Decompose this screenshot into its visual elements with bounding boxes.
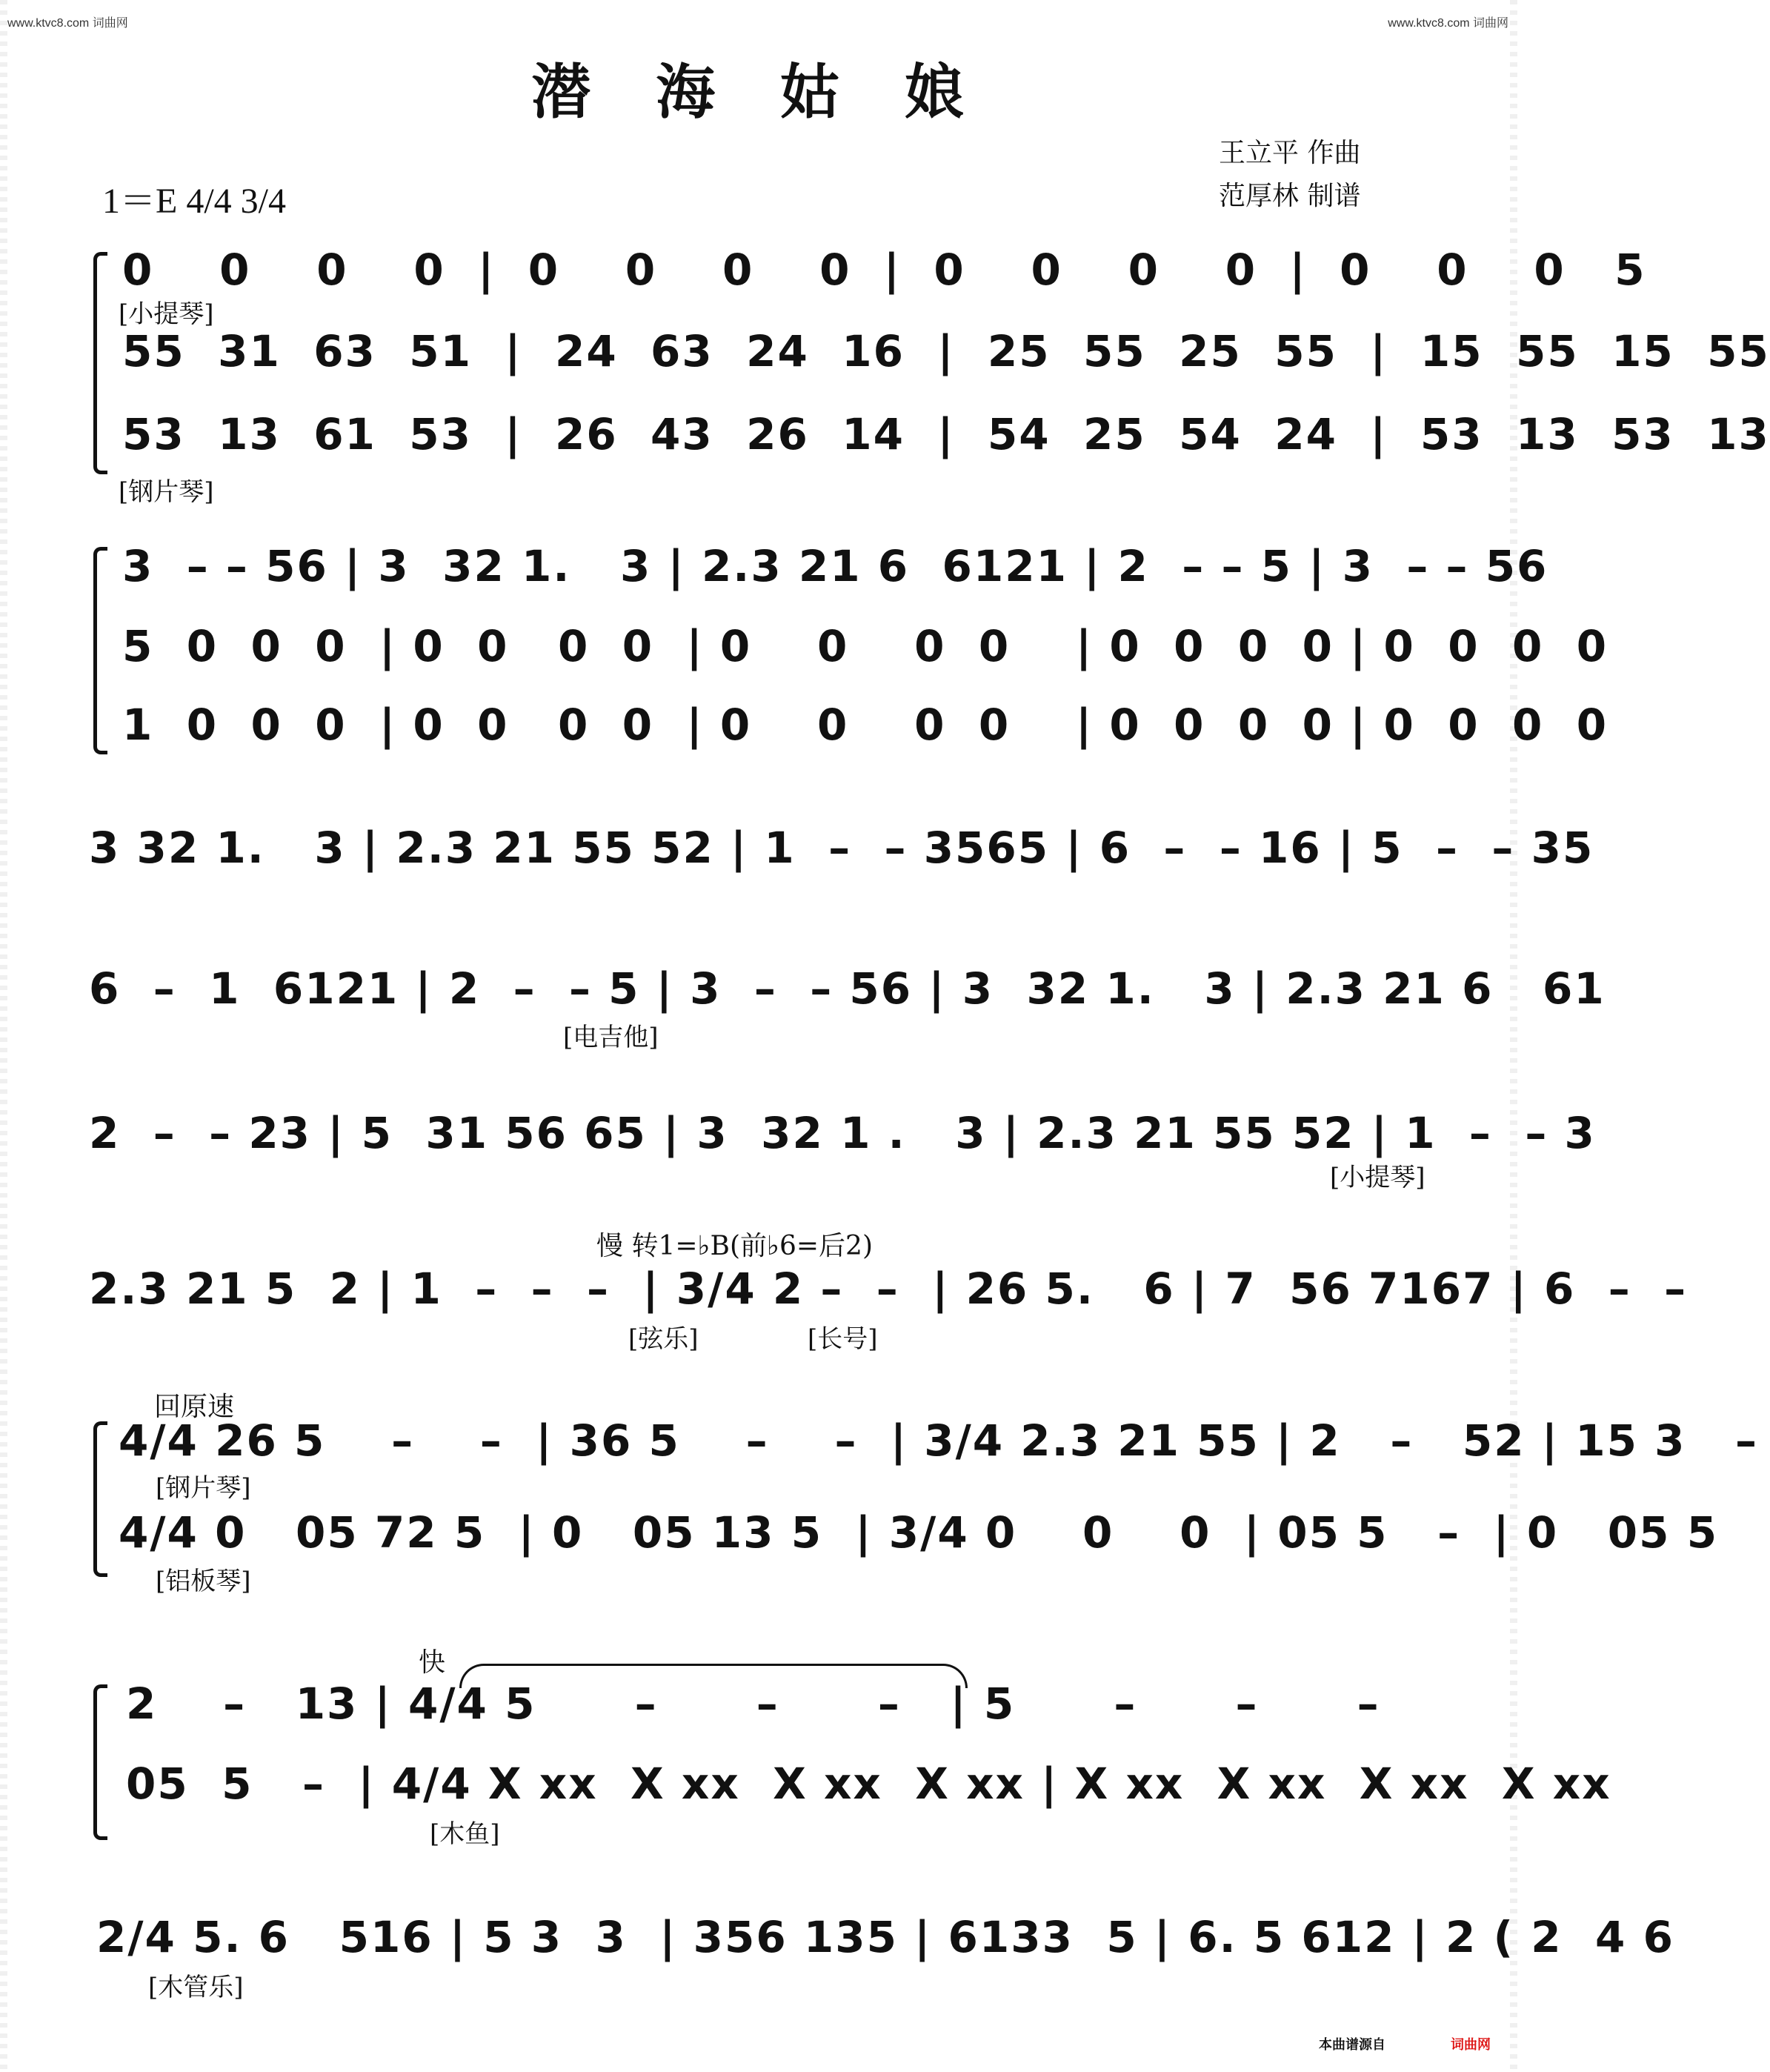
header-left: www.ktvc8.com 词曲网 [7,17,128,30]
staff-line: 2 – 13 | 4/4 5 – – – | 5 – – – [126,1678,1380,1729]
system-bracket [93,547,107,754]
instrument-label: [钢片琴] [119,477,214,507]
staff-line: 2.3 21 5 2 | 1 – – – | 3/4 2 – – | 26 5. 6 | 7 56 7167 | 6 – – [89,1264,1688,1314]
staff-line: 4/4 26 5 – – | 36 5 – – | 3/4 2.3 21 55 | 2 – 52 | 15 3 – [119,1415,1759,1466]
instrument-label: [长号] [808,1324,878,1354]
instrument-label: [木管乐] [148,1973,244,2002]
staff-line: 2/4 5. 6 516 | 5 3 3 | 356 135 | 6133 5 | 6. 5 612 | 2 ( 2 4 6 [96,1912,1674,1962]
page-title: 潜 海 姑 娘 [531,57,986,127]
staff-line: 5 0 0 0 | 0 0 0 0 | 0 0 0 0 | 0 0 0 0 | 0 0 0 0 [122,621,1608,671]
composer-credit: 王立平 作曲 [1219,138,1361,168]
staff-line: 3 – – 56 | 3 32 1. 3 | 2.3 21 6 6121 | 2 – – 5 | 3 – – 56 [122,541,1548,591]
instrument-label: [钢片琴] [156,1473,251,1503]
staff-line: 53 13 61 53 | 26 43 26 14 | 54 25 54 24 | 53 13 53 13 [122,409,1770,459]
staff-line: 0 0 0 0 | 0 0 0 0 | 0 0 0 0 | 0 0 0 5 [122,245,1646,295]
footer-left: 本曲谱源自 [1319,2037,1385,2053]
tempo-mark: 回原速 [154,1392,235,1422]
system-bracket [93,1421,107,1577]
left-edge-decoration [0,0,7,2072]
key-signature: 1＝E 4/4 3/4 [102,182,286,221]
header-right: www.ktvc8.com 词曲网 [1388,17,1508,30]
staff-line: 4/4 0 05 72 5 | 0 05 13 5 | 3/4 0 0 0 | 05 5 – | 0 05 5 [119,1507,1719,1558]
instrument-label: [电吉他] [563,1023,659,1052]
system-bracket [93,252,107,474]
staff-line: 2 – – 23 | 5 31 56 65 | 3 32 1 . 3 | 2.3 21 55 52 | 1 – – 3 [89,1108,1596,1158]
transcriber-credit: 范厚林 制谱 [1219,181,1361,211]
instrument-label: [小提琴] [1330,1163,1425,1192]
staff-line: 05 5 – | 4/4 X xx X xx X xx X xx | X xx X xx X xx X xx [126,1759,1611,1809]
staff-line: 3 32 1. 3 | 2.3 21 55 52 | 1 – – 3565 | 6 – – 16 | 5 – – 35 [89,823,1594,873]
footer-right-logo: 词曲网 [1451,2037,1491,2053]
staff-line: 6 – 1 6121 | 2 – – 5 | 3 – – 56 | 3 32 1. 3 | 2.3 21 6 61 [89,963,1606,1014]
instrument-label: [弦乐] [628,1324,699,1354]
instrument-label: [铝板琴] [156,1567,251,1596]
instrument-label: [木鱼] [430,1819,500,1849]
staff-line: 55 31 63 51 | 24 63 24 16 | 25 55 25 55 | 15 55 15 55 [122,326,1770,376]
staff-line: 1 0 0 0 | 0 0 0 0 | 0 0 0 0 | 0 0 0 0 | 0 0 0 0 [122,700,1608,750]
system-bracket [93,1684,107,1840]
tempo-mark: 快 [419,1647,446,1678]
instrument-label: [小提琴] [119,299,214,329]
tempo-key-change: 慢 转1=♭B(前♭6=后2) [596,1231,873,1261]
